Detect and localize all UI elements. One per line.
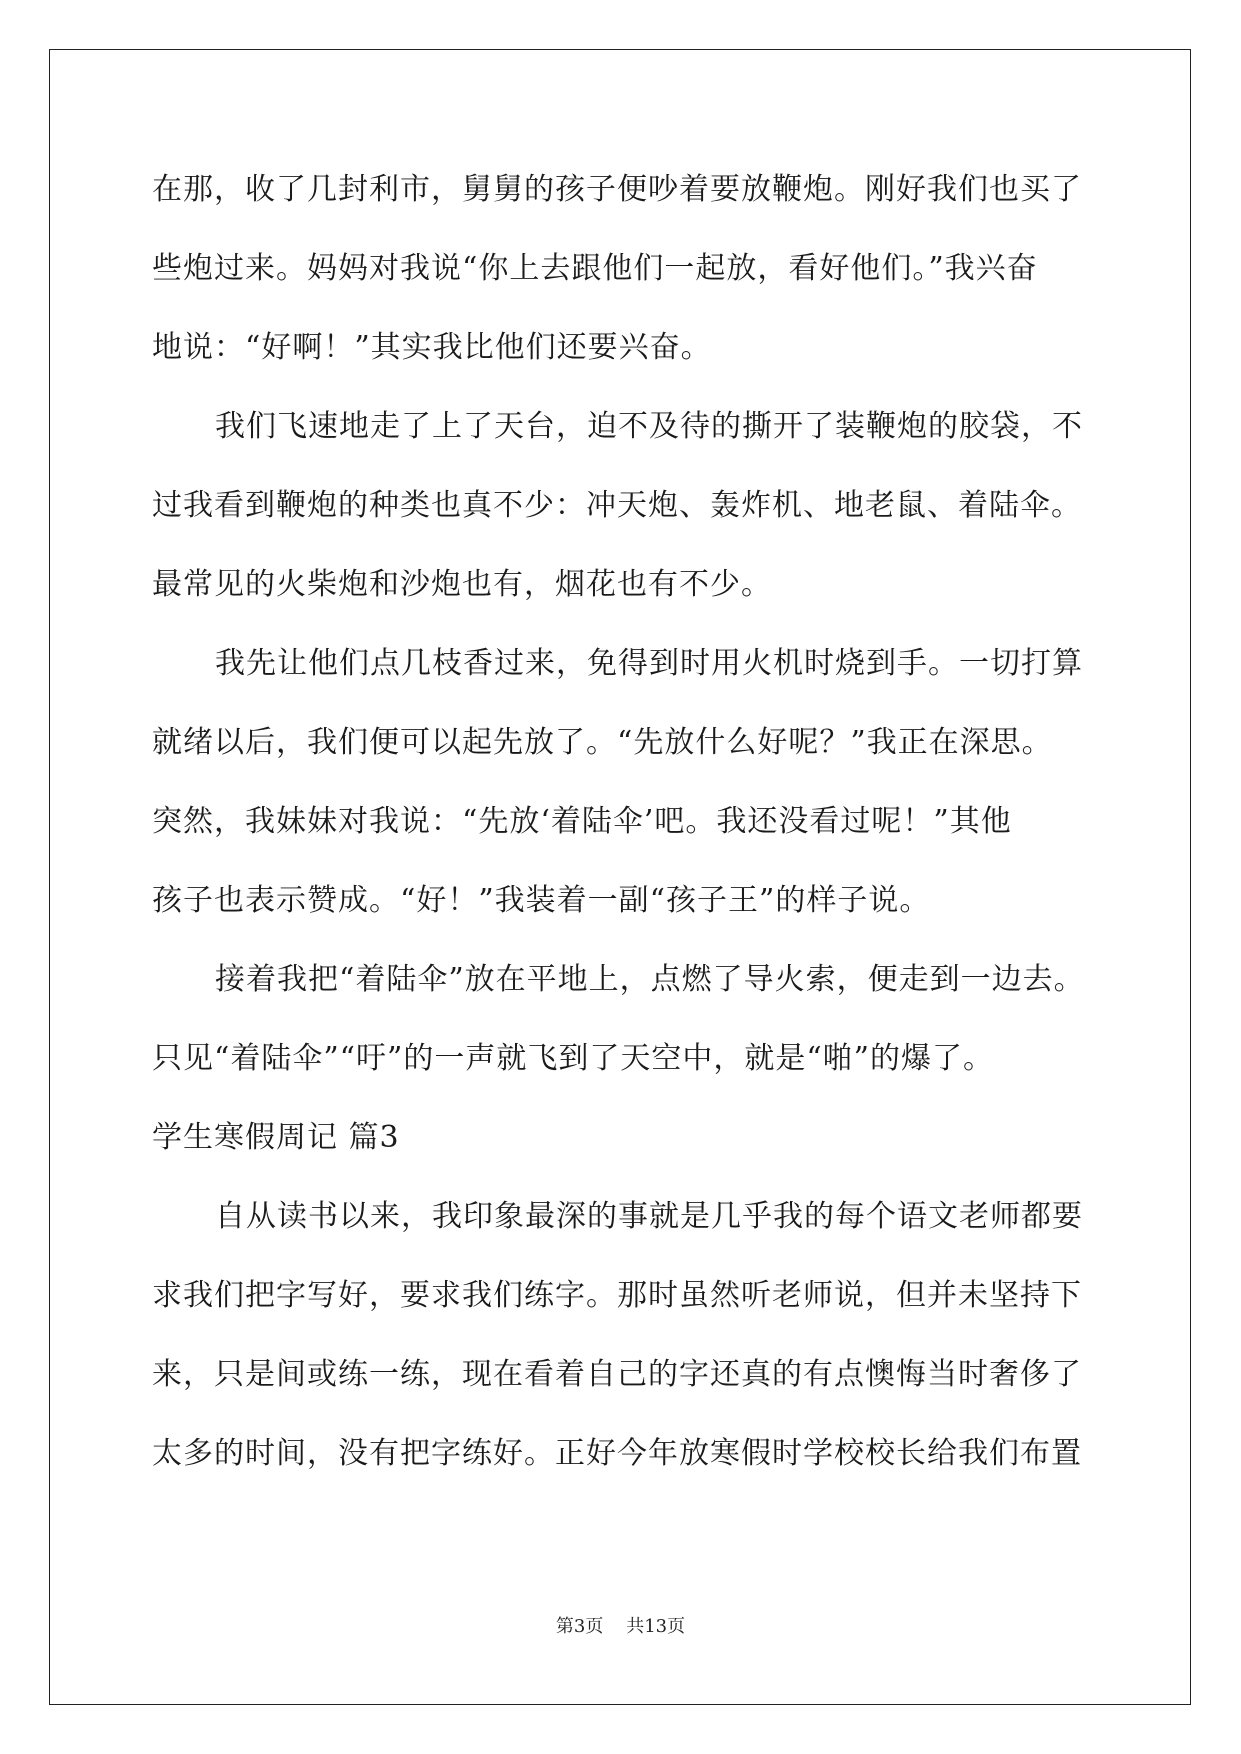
text-line: 些炮过来。妈妈对我说“你上去跟他们一起放，看好他们。”我兴奋 [152,251,1038,286]
text-line: 只见“着陆伞”“吁”的一声就飞到了天空中，就是“啪”的爆了。 [152,1041,995,1076]
text-line: 求我们把字写好，要求我们练字。那时虽然听老师说，但并未坚持下 [152,1278,1082,1313]
text-line: 来，只是间或练一练，现在看着自己的字还真的有点懊悔当时奢侈了 [152,1357,1082,1392]
text-line: 接着我把“着陆伞”放在平地上，点燃了导火索，便走到一边去。 [215,962,1085,997]
text-line: 我们飞速地走了上了天台，迫不及待的撕开了装鞭炮的胶袋，不 [215,409,1083,444]
text-line: 孩子也表示赞成。“好！”我装着一副“孩子王”的样子说。 [152,883,931,918]
page-footer [0,1612,1241,1638]
text-line: 过我看到鞭炮的种类也真不少：冲天炮、轰炸机、地老鼠、着陆伞。 [152,488,1082,523]
text-line: 学生寒假周记 篇3 [152,1120,400,1155]
text-line: 我先让他们点几枝香过来，免得到时用火机时烧到手。一切打算 [215,646,1083,681]
text-line: 太多的时间，没有把字练好。正好今年放寒假时学校校长给我们布置 [152,1436,1082,1471]
page-number: 第3页 [555,1616,604,1637]
text-line: 在那，收了几封利市，舅舅的孩子便吵着要放鞭炮。刚好我们也买了 [152,172,1082,207]
text-line: 就绪以后，我们便可以起先放了。“先放什么好呢？”我正在深思。 [152,725,1053,760]
text-line: 自从读书以来，我印象最深的事就是几乎我的每个语文老师都要 [215,1199,1083,1234]
text-line: 突然，我妹妹对我说：“先放‘着陆伞’吧。我还没看过呢！”其他 [152,804,1012,839]
document-body [152,150,1102,1493]
page-total: 共13页 [626,1616,686,1637]
text-line: 最常见的火柴炮和沙炮也有，烟花也有不少。 [152,567,772,602]
text-line: 地说：“好啊！”其实我比他们还要兴奋。 [152,330,712,365]
